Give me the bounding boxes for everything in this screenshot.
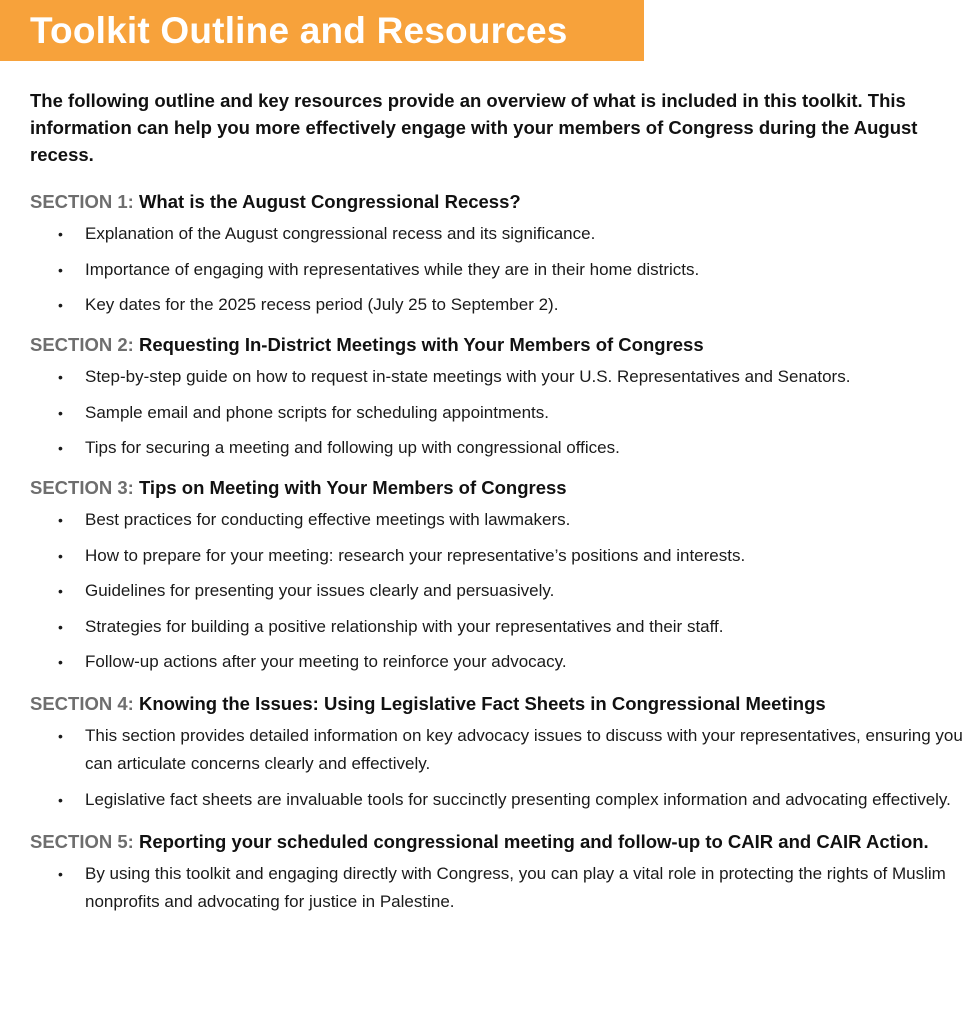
section-label: SECTION 1: [30,191,134,212]
list-item-text: Sample email and phone scripts for scheduling appointments. [85,402,549,422]
list-item [30,577,965,605]
section-4 [30,690,965,814]
list-item [30,399,965,427]
list-item [30,648,965,676]
bullet-icon: • [58,297,63,313]
section-1 [30,188,965,319]
bullet-icon: • [58,404,63,421]
section-5 [30,828,965,916]
bullet-icon: • [58,261,63,278]
list-item-text: Best practices for conducting effective meetings with lawmakers. [85,510,571,529]
list-item-text: Guidelines for presenting your issues clearly and persuasively. [85,581,555,600]
list-item [30,860,965,916]
bullet-list [30,860,965,916]
section-title: Knowing the Issues: Using Legislative Fact Sheets in Congressional Meetings [138,693,826,714]
title-banner [0,0,644,61]
list-item [30,291,965,319]
section-heading [30,828,965,856]
list-item-text: Step-by-step guide on how to request in-state meetings with your U.S. Representatives and Senators. [85,367,851,386]
section-title: What is the August Congressional Recess? [138,191,521,212]
section-title: Tips on Meeting with Your Members of Congress [138,477,567,498]
bullet-list [30,220,965,319]
list-item-text: Importance of engaging with representatives while they are in their home districts. [85,259,700,279]
section-title: Requesting In-District Meetings with Your Members of Congress [138,334,704,355]
list-item [30,363,965,391]
section-heading [30,188,965,216]
list-item-text: Key dates for the 2025 recess period (July 25 to September 2). [85,295,559,314]
list-item [30,506,965,534]
section-label: SECTION 4: [30,693,134,714]
bullet-icon: • [58,865,63,882]
list-item-text: Strategies for building a positive relationship with your representatives and their staff. [85,616,724,636]
section-label: SECTION 3: [30,477,134,498]
list-item-text: This section provides detailed information on key advocacy issues to discuss with your representatives, ensuring you can articulate concerns clearly and effectively. [85,726,963,773]
section-title: Reporting your scheduled congressional meeting and follow-up to CAIR and CAIR Action. [138,830,929,852]
bullet-icon: • [58,369,63,385]
list-item [30,256,965,284]
page-title: Toolkit Outline and Resources [30,10,568,51]
section-heading [30,331,965,359]
bullet-icon: • [58,583,63,599]
list-item-text: How to prepare for your meeting: research your representative’s positions and interests. [85,545,746,565]
list-item-text: By using this toolkit and engaging directly with Congress, you can play a vital role in protecting the rights of Muslim nonprofits and advocating for justice in Palestine. [85,863,946,911]
intro-paragraph: The following outline and key resources provide an overview of what is included in this toolkit. This information can help you more effectively engage with your members of Congress during the August recess. [30,90,918,165]
bullet-icon: • [58,440,63,456]
list-item [30,786,965,814]
list-item-text: Follow-up actions after your meeting to reinforce your advocacy. [85,652,567,671]
bullet-list [30,363,965,462]
bullet-icon: • [58,654,63,670]
list-item-text: Explanation of the August congressional recess and its significance. [85,224,596,243]
bullet-icon: • [58,547,63,564]
bullet-icon: • [58,728,63,744]
list-item-text: Legislative fact sheets are invaluable tools for succinctly presenting complex information and advocating effectively. [85,789,951,809]
bullet-list [30,722,965,814]
bullet-icon: • [58,512,63,528]
bullet-list [30,506,965,676]
section-3 [30,474,965,676]
section-heading [30,690,965,718]
section-label: SECTION 2: [30,334,134,355]
section-label: SECTION 5: [30,830,134,852]
bullet-icon: • [58,791,63,808]
bullet-icon: • [58,618,63,635]
list-item [30,220,965,248]
bullet-icon: • [58,226,63,242]
list-item [30,542,965,570]
sections-list [30,188,965,923]
section-heading [30,474,965,502]
list-item [30,613,965,641]
list-item [30,434,965,462]
section-2 [30,331,965,462]
list-item [30,722,965,778]
list-item-text: Tips for securing a meeting and following up with congressional offices. [85,438,620,457]
